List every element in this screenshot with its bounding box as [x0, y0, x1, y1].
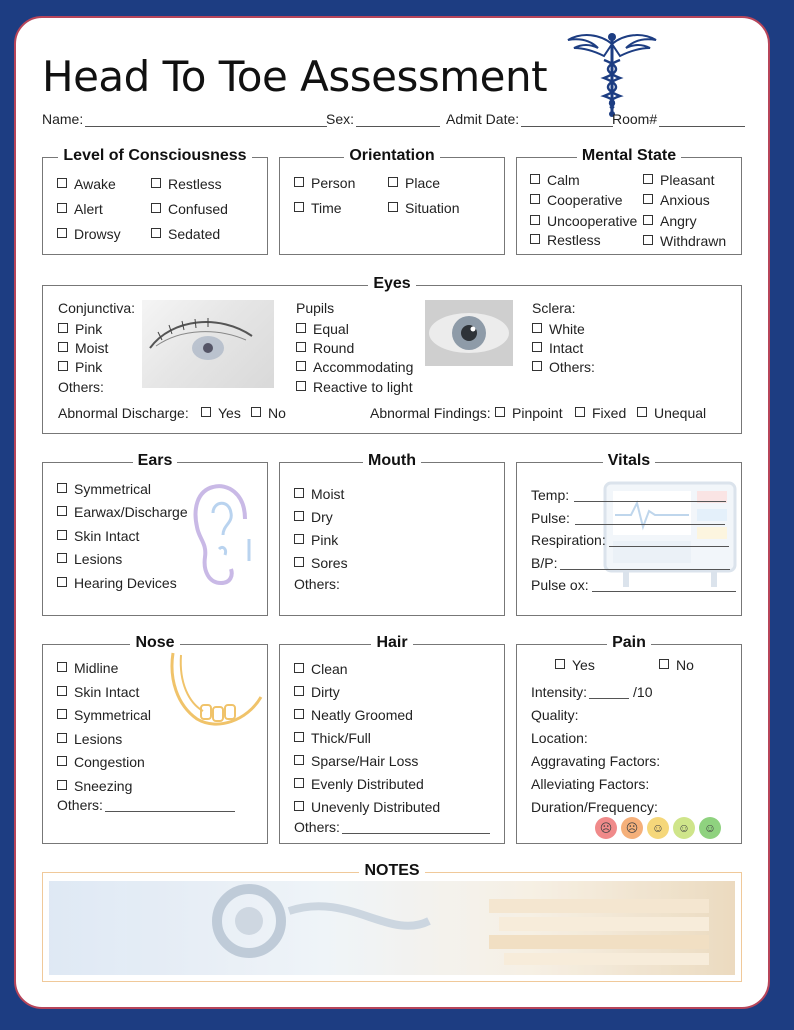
checkbox-angry[interactable]: Angry: [643, 213, 697, 229]
nose-heading: Nose: [130, 634, 179, 651]
checkbox-pupil-round[interactable]: Round: [296, 340, 354, 356]
vitals-heading: Vitals: [603, 452, 655, 469]
pain-alleviating-label: Alleviating Factors:: [531, 776, 650, 792]
vital-respiration[interactable]: Respiration:: [531, 532, 729, 548]
checkbox-anxious[interactable]: Anxious: [643, 192, 710, 208]
checkbox-conj-pink-2[interactable]: Pink: [58, 359, 102, 375]
checkbox-mouth-dry[interactable]: Dry: [294, 509, 333, 525]
checkbox-hair-sparse[interactable]: Sparse/Hair Loss: [294, 753, 418, 769]
checkbox-nose-midline[interactable]: Midline: [57, 660, 118, 676]
pain-location-label: Location:: [531, 730, 588, 746]
checkbox-hair-uneven[interactable]: Unevenly Distributed: [294, 799, 440, 815]
mild-pain-face-icon[interactable]: ☺: [673, 817, 695, 839]
checkbox-confused[interactable]: Confused: [151, 201, 228, 217]
pain-duration-label: Duration/Frequency:: [531, 799, 658, 815]
checkbox-sedated[interactable]: Sedated: [151, 226, 220, 242]
checkbox-pleasant[interactable]: Pleasant: [643, 172, 714, 188]
notes-background-image: [49, 881, 735, 975]
checkbox-withdrawn[interactable]: Withdrawn: [643, 233, 726, 249]
checkbox-sclera-others[interactable]: Others:: [532, 359, 595, 375]
checkbox-conj-pink[interactable]: Pink: [58, 321, 102, 337]
mouth-others-label: Others:: [294, 576, 340, 592]
checkbox-pupil-equal[interactable]: Equal: [296, 321, 349, 337]
checkbox-hearing-devices[interactable]: Hearing Devices: [57, 575, 177, 591]
sex-field[interactable]: [326, 111, 440, 127]
vitals-section: [516, 452, 742, 616]
pupil-closeup-image: [425, 300, 513, 366]
page-title: Head To Toe Assessment: [42, 52, 548, 101]
checkbox-restless[interactable]: Restless: [151, 176, 222, 192]
admit-date-field[interactable]: [446, 111, 613, 127]
checkbox-ears-skin-intact[interactable]: Skin Intact: [57, 528, 139, 544]
checkbox-pupil-accommodating[interactable]: Accommodating: [296, 359, 413, 375]
checkbox-fixed[interactable]: Fixed: [575, 405, 626, 421]
pain-scale-label: /10: [633, 684, 653, 700]
mouth-section: [279, 452, 505, 616]
admit-date-label: Admit Date:: [446, 111, 520, 127]
ears-heading: Ears: [133, 452, 178, 469]
checkbox-earwax[interactable]: Earwax/Discharge: [57, 504, 188, 520]
conjunctiva-label: Conjunctiva:: [58, 300, 136, 316]
assessment-sheet: [14, 16, 770, 1009]
orientation-section: [279, 147, 505, 255]
eye-closeup-image: [142, 300, 274, 388]
stethoscope-papers-icon: [49, 881, 735, 975]
checkbox-uncooperative[interactable]: Uncooperative: [530, 213, 637, 229]
name-field[interactable]: [42, 111, 327, 127]
checkbox-place[interactable]: Place: [388, 175, 440, 191]
name-label: Name:: [42, 111, 84, 127]
checkbox-situation[interactable]: Situation: [388, 200, 459, 216]
hair-section: [279, 634, 505, 844]
checkbox-drowsy[interactable]: Drowsy: [57, 226, 121, 242]
severe-pain-face-icon[interactable]: ☹: [595, 817, 617, 839]
checkbox-discharge-yes[interactable]: Yes: [201, 405, 241, 421]
checkbox-mouth-moist[interactable]: Moist: [294, 486, 344, 502]
checkbox-nose-skin-intact[interactable]: Skin Intact: [57, 684, 139, 700]
checkbox-conj-moist[interactable]: Moist: [58, 340, 108, 356]
checkbox-calm[interactable]: Calm: [530, 172, 580, 188]
mental-state-section: [516, 147, 742, 255]
checkbox-sclera-intact[interactable]: Intact: [532, 340, 583, 356]
mental-state-heading: Mental State: [577, 147, 681, 164]
sclera-label: Sclera:: [532, 300, 576, 316]
checkbox-time[interactable]: Time: [294, 200, 342, 216]
high-pain-face-icon[interactable]: ☹: [621, 817, 643, 839]
vital-temp[interactable]: Temp:: [531, 487, 726, 503]
eyes-section: [42, 275, 742, 434]
pupils-label: Pupils: [296, 300, 335, 316]
vital-pulse[interactable]: Pulse:: [531, 510, 725, 526]
checkbox-cooperative[interactable]: Cooperative: [530, 192, 623, 208]
pain-heading: Pain: [607, 634, 651, 651]
abnormal-findings-label: Abnormal Findings:: [370, 405, 491, 421]
nasal-cannula-icon: [167, 649, 267, 733]
checkbox-restless-mental[interactable]: Restless: [530, 232, 601, 248]
checkbox-hair-thick[interactable]: Thick/Full: [294, 730, 371, 746]
checkbox-nose-congestion[interactable]: Congestion: [57, 754, 145, 770]
eye-illustration-icon: [142, 300, 274, 388]
pain-intensity-field[interactable]: Intensity: /10: [531, 684, 653, 700]
conjunctiva-others-label: Others:: [58, 379, 104, 395]
pupil-illustration-icon: [425, 300, 513, 366]
vital-bp[interactable]: B/P:: [531, 555, 730, 571]
checkbox-pupil-reactive[interactable]: Reactive to light: [296, 379, 413, 395]
checkbox-hair-clean[interactable]: Clean: [294, 661, 348, 677]
ears-section: [42, 452, 268, 616]
checkbox-mouth-pink[interactable]: Pink: [294, 532, 338, 548]
room-field[interactable]: [612, 111, 745, 127]
consciousness-heading: Level of Consciousness: [58, 147, 251, 164]
caduceus-icon: [564, 26, 660, 118]
checkbox-ears-symmetrical[interactable]: Symmetrical: [57, 481, 151, 497]
eyes-heading: Eyes: [368, 275, 415, 292]
checkbox-nose-symmetrical[interactable]: Symmetrical: [57, 707, 151, 723]
notes-heading: NOTES: [359, 862, 424, 879]
pain-quality-label: Quality:: [531, 707, 579, 723]
orientation-heading: Orientation: [344, 147, 439, 164]
checkbox-person[interactable]: Person: [294, 175, 355, 191]
vital-pulse-ox[interactable]: Pulse ox:: [531, 577, 736, 593]
mouth-heading: Mouth: [363, 452, 421, 469]
checkbox-unequal[interactable]: Unequal: [637, 405, 706, 421]
pain-face-scale: [595, 817, 721, 839]
checkbox-nose-lesions[interactable]: Lesions: [57, 731, 122, 747]
checkbox-sclera-white[interactable]: White: [532, 321, 585, 337]
moderate-pain-face-icon[interactable]: ☺: [647, 817, 669, 839]
hair-others-field[interactable]: Others:: [294, 819, 490, 835]
ear-icon: [189, 479, 261, 603]
checkbox-awake[interactable]: Awake: [57, 176, 116, 192]
notes-section[interactable]: [42, 862, 742, 982]
room-label: Room#: [612, 111, 658, 127]
checkbox-hair-even[interactable]: Evenly Distributed: [294, 776, 424, 792]
nose-section: [42, 634, 268, 844]
nose-others-field[interactable]: Others:: [57, 797, 235, 813]
checkbox-ears-lesions[interactable]: Lesions: [57, 551, 122, 567]
no-pain-face-icon[interactable]: ☺: [699, 817, 721, 839]
pain-section: [516, 634, 742, 844]
hair-heading: Hair: [371, 634, 412, 651]
pain-aggravating-label: Aggravating Factors:: [531, 753, 661, 769]
checkbox-pinpoint[interactable]: Pinpoint: [495, 405, 563, 421]
checkbox-nose-sneezing[interactable]: Sneezing: [57, 778, 132, 794]
checkbox-pain-no[interactable]: No: [659, 657, 694, 673]
checkbox-pain-yes[interactable]: Yes: [555, 657, 595, 673]
checkbox-alert[interactable]: Alert: [57, 201, 103, 217]
checkbox-mouth-sores[interactable]: Sores: [294, 555, 348, 571]
checkbox-hair-dirty[interactable]: Dirty: [294, 684, 340, 700]
consciousness-section: [42, 147, 268, 255]
checkbox-hair-groomed[interactable]: Neatly Groomed: [294, 707, 413, 723]
checkbox-discharge-no[interactable]: No: [251, 405, 286, 421]
sex-label: Sex:: [326, 111, 355, 127]
abnormal-discharge-label: Abnormal Discharge:: [58, 405, 189, 421]
